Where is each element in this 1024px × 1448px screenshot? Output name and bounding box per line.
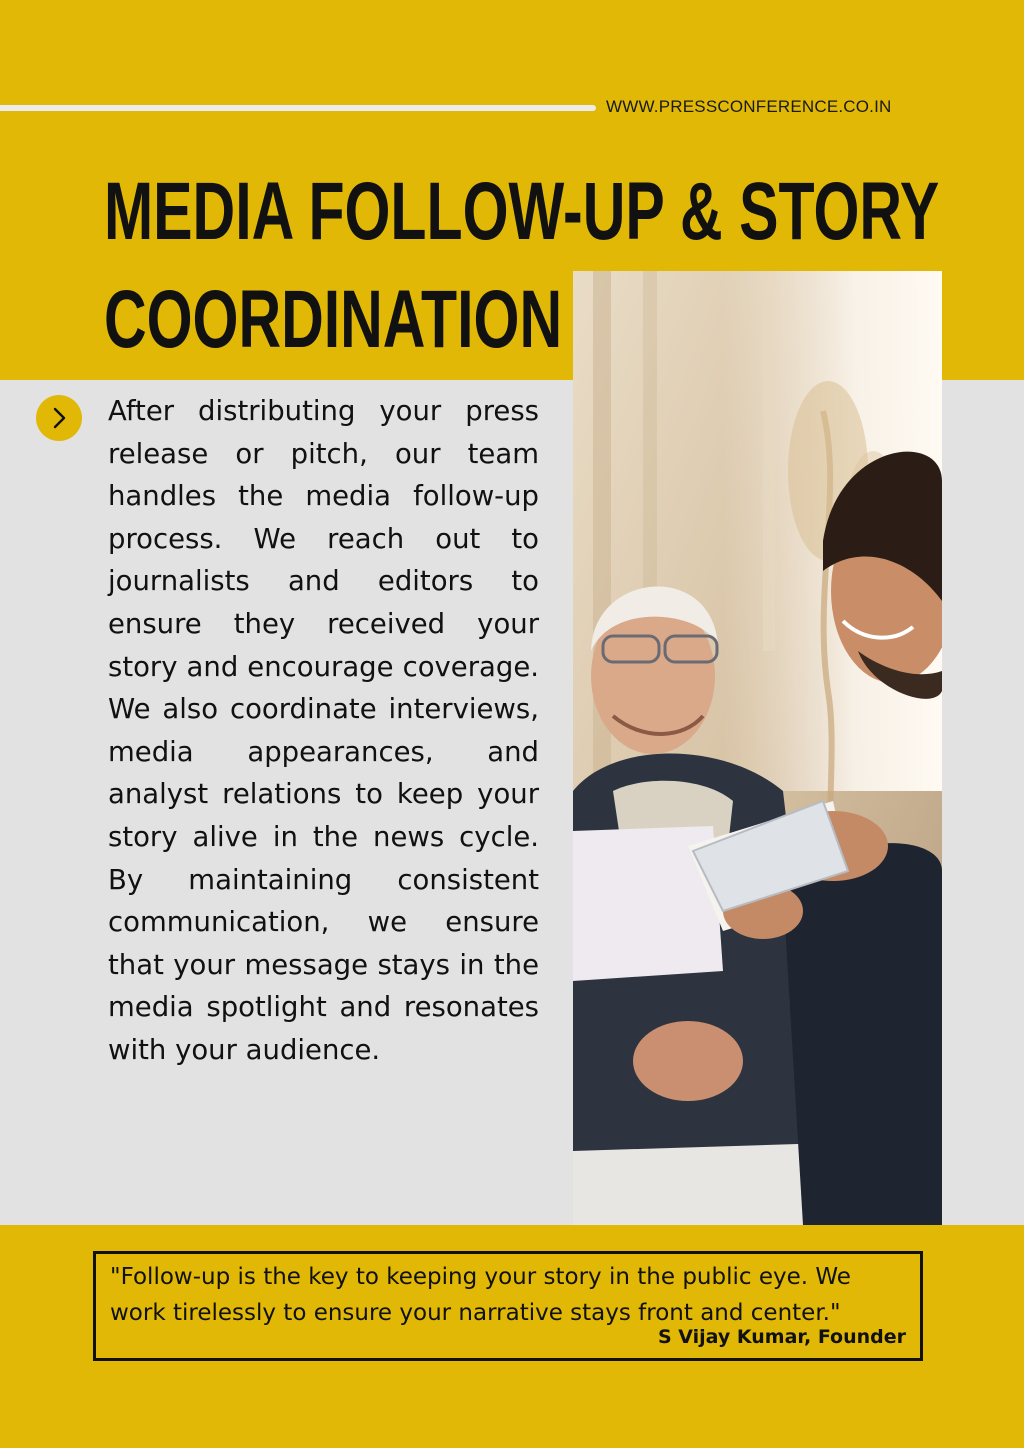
body-paragraph: After distributing your press release or pitch, our team handles the media follow-up process. We reach out to journalists and editors to ensure they received your story and encourage coverage. We also coordinate interviews, media appearances, and analyst relations to keep your story alive in the news cycle. By maintaining consistent communication, we ensure that your message stays in the media spotlight and resonates with your audience. [108,395,539,1066]
quote-author: S Vijay Kumar, Founder [657,1326,906,1348]
website-url[interactable]: WWW.PRESSCONFERENCE.CO.IN [606,97,892,116]
quote-box [93,1251,923,1361]
page-title-line-1: MEDIA FOLLOW-UP & STORY [104,166,940,257]
bullet-badge [36,395,82,441]
chevron-right-icon [36,395,82,441]
meeting-photo [573,271,942,1225]
header-rule [0,105,596,111]
page-title-line-2: COORDINATION [104,274,563,365]
meeting-photo-illustration [573,271,942,1225]
quote-text: "Follow-up is the key to keeping your story in the public eye. We work tirelessly to ensure your narrative stays front and center." [110,1264,851,1326]
